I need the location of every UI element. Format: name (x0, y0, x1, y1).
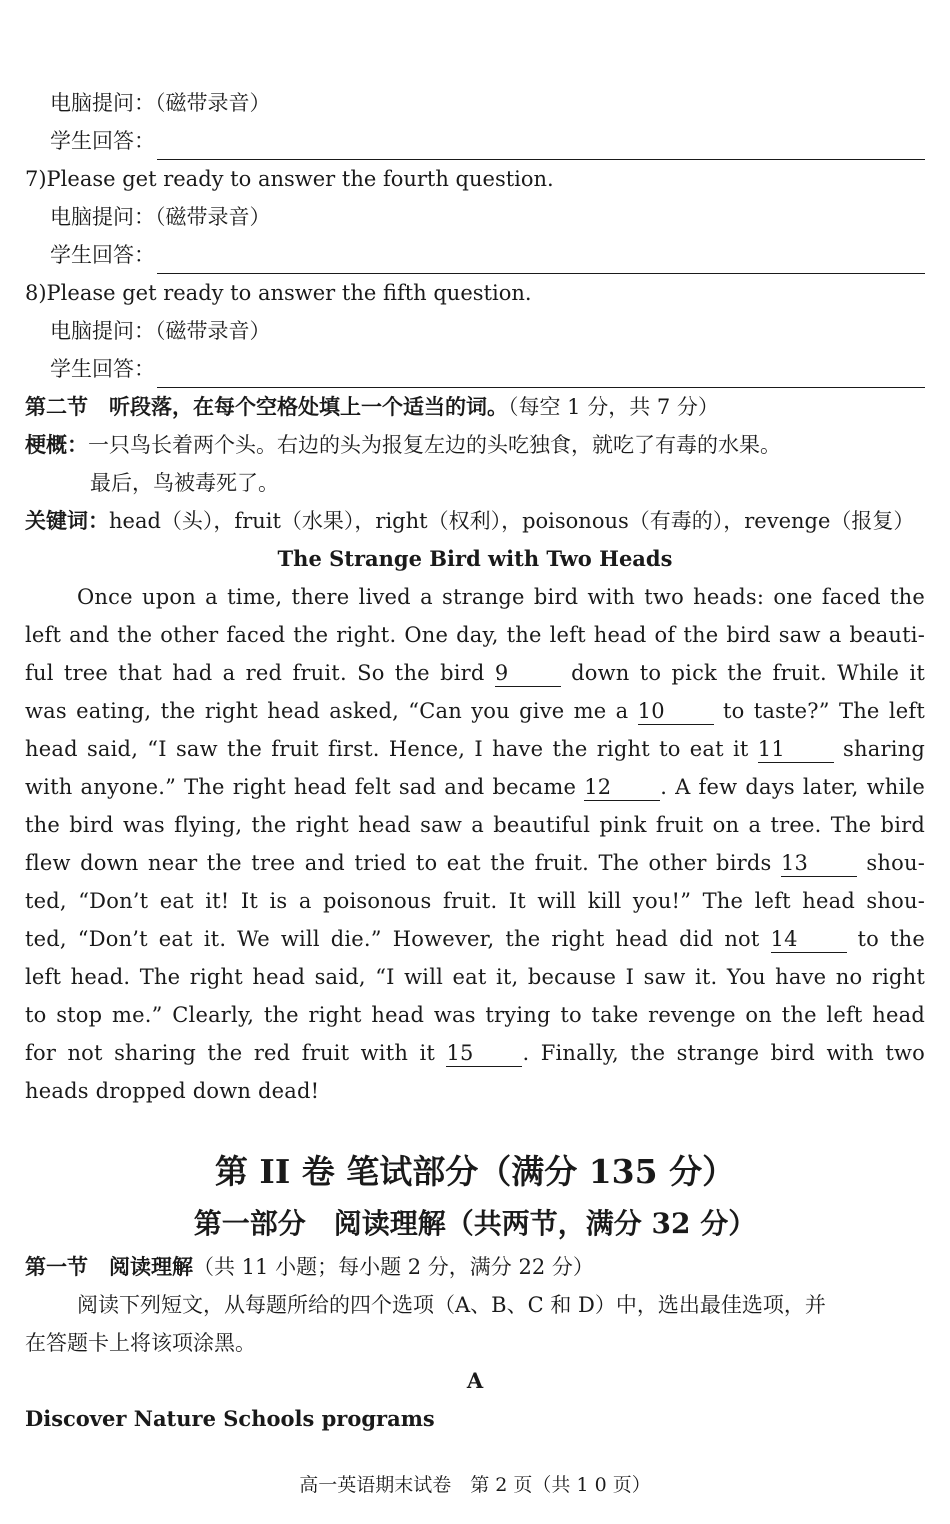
story-line-2: left and the other faced the right. One day, the left head of the bird saw a beauti- (25, 623, 925, 647)
instruction-line-1: 阅读下列短文，从每题所给的四个选项（A、B、C 和 D）中，选出最佳选项，并 (77, 1293, 826, 1317)
blank-10[interactable]: 10 (638, 698, 714, 725)
q8-prompt: 8)Please get ready to answer the fifth question. (25, 281, 532, 305)
q8-computer-line (25, 312, 925, 350)
keywords-line (25, 502, 925, 540)
q8-student-line (25, 350, 925, 388)
story-line-8: flew down near the tree and tried to eat the fruit. The other birds 13 shou- (25, 851, 925, 875)
story-line-14: heads dropped down dead! (25, 1079, 320, 1103)
story-line-3: ful tree that had a red fruit. So the bird 9 down to pick the fruit. While it (25, 661, 925, 685)
section2-heading (25, 388, 925, 426)
section1-note: （共 11 小题；每小题 2 分，满分 22 分） (193, 1255, 594, 1279)
q7-prompt: 7)Please get ready to answer the fourth question. (25, 167, 554, 191)
page-footer: 高一英语期末试卷 第 2 页（共 1 0 页） (299, 1474, 651, 1496)
summary-line-2: 最后，鸟被毒死了。 (90, 471, 279, 495)
computer-value: （磁带录音） (155, 205, 271, 229)
q6-answer-line[interactable] (157, 129, 925, 160)
keywords-text: head（头），fruit（水果），right（权利），poisonous（有毒的），revenge（报复） (109, 509, 915, 533)
part2-title: 第 II 卷 笔试部分（满分 135 分） (214, 1152, 736, 1191)
passage-title: Discover Nature Schools programs (25, 1406, 435, 1431)
q6-student-line (25, 122, 925, 160)
q7-computer-line (25, 198, 925, 236)
summary-label: 梗概： (25, 432, 88, 457)
q7-student-line (25, 236, 925, 274)
story-line-10: ted, “Don’t eat it. We will die.” However, the right head did not 14 to the (25, 927, 925, 951)
q6-computer-line (25, 84, 925, 122)
story-line-5: head said, “I saw the fruit first. Hence, I have the right to eat it 11 sharing (25, 737, 925, 761)
story-title: The Strange Bird with Two Heads (277, 546, 673, 571)
q7-answer-line[interactable] (157, 243, 925, 274)
story-line-1: Once upon a time, there lived a strange bird with two heads: one faced the (77, 585, 925, 609)
summary-line-1 (25, 426, 925, 464)
instruction-line-2: 在答题卡上将该项涂黑。 (25, 1331, 256, 1355)
keywords-label: 关键词： (25, 508, 109, 533)
story-line-12: to stop me.” Clearly, the right head was trying to take revenge on the left head (25, 1003, 925, 1027)
blank-11[interactable]: 11 (758, 736, 834, 763)
section1-heading (25, 1248, 925, 1286)
section2-note: （每空 1 分，共 7 分） (508, 395, 719, 419)
student-label: 学生回答： (50, 243, 155, 267)
story-line-13: for not sharing the red fruit with it 15 . Finally, the strange bird with two (25, 1041, 925, 1065)
computer-value: （磁带录音） (155, 91, 271, 115)
story-line-4: was eating, the right head asked, “Can you give me a 10 to taste?” The left (25, 699, 925, 723)
q8-answer-line[interactable] (157, 357, 925, 388)
computer-label: 电脑提问： (50, 319, 155, 343)
exam-page (25, 84, 925, 1438)
section1-label: 第一节 阅读理解 (25, 1254, 193, 1279)
part2-subtitle: 第一部分 阅读理解（共两节，满分 32 分） (193, 1207, 757, 1240)
story-line-11: left head. The right head said, “I will eat it, because I saw it. You have no right (25, 965, 925, 989)
student-label: 学生回答： (50, 357, 155, 381)
blank-9[interactable]: 9 (495, 660, 561, 687)
section2-title: 第二节 听段落，在每个空格处填上一个适当的词。 (25, 394, 508, 419)
computer-label: 电脑提问： (50, 91, 155, 115)
blank-14[interactable]: 14 (771, 926, 847, 953)
blank-13[interactable]: 13 (781, 850, 857, 877)
story-line-6: with anyone.” The right head felt sad and became 12 . A few days later, while (25, 775, 925, 799)
student-label: 学生回答： (50, 129, 155, 153)
story-line-9: ted, “Don’t eat it! It is a poisonous fruit. It will kill you!” The left head shou- (25, 889, 925, 913)
blank-15[interactable]: 15 (446, 1040, 522, 1067)
computer-value: （磁带录音） (155, 319, 271, 343)
passage-letter: A (466, 1368, 484, 1393)
story-line-7: the bird was flying, the right head saw a beautiful pink fruit on a tree. The bird (25, 813, 925, 837)
blank-12[interactable]: 12 (584, 774, 660, 801)
summary-text-1: 一只鸟长着两个头。右边的头为报复左边的头吃独食，就吃了有毒的水果。 (88, 433, 781, 457)
computer-label: 电脑提问： (50, 205, 155, 229)
